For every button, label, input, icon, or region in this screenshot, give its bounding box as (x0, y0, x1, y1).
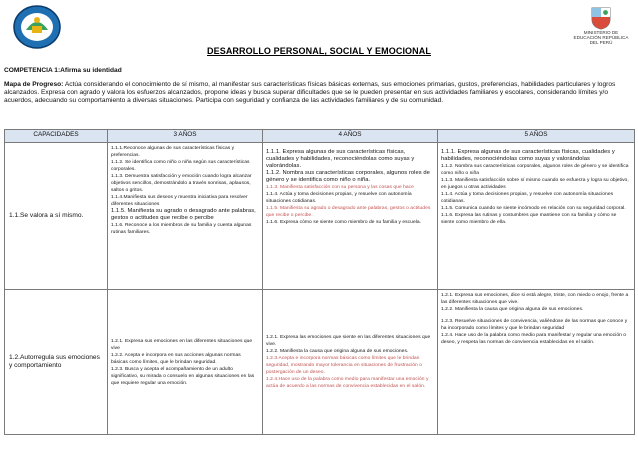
ministry-name: MINISTERIO DE EDUCACIÓN REPÚBLICA DEL PERÚ (573, 30, 629, 45)
list-item: 1.1.4. Actúa y toma decisiones propias, y resuelve con autonomía situaciones cotidianas. (266, 192, 412, 204)
list-item: 1.1.1. Expresa algunas de sus características físicas, cualidades y habilidades, reconociéndolas como suyas y valorándolas (441, 149, 615, 162)
list-item: 1.2.1. Expresa las emociones que siente en las diferentes situaciones que vive. (266, 335, 431, 347)
mapa-label: Mapa de Progreso: (4, 81, 64, 88)
ministry-logo (572, 6, 630, 50)
list-item: 1.2.3. Resuelve situaciones de convivencia, valiéndose de las normas que conoce y ha incorporado como límites y que le brindan seguridad (441, 319, 628, 331)
header-5-anos: 5 AÑOS (438, 130, 635, 143)
list-item: 1.2.3.Acepta e incorpora normas básicas como límites que le brindan seguridad, mostrando mayor tolerancia en situaciones de frustración o postergación de un deseo. (266, 356, 422, 375)
list-item: 1.1.4.Manifiesta sus deseos y muestra iniciativa para resolver diferentes situaciones (111, 195, 248, 207)
list-item: 1.1.2. Nombra sus características corporales, algunos roles de género y se identifica como niño o niña (441, 164, 629, 176)
competencia-heading: COMPETENCIA 1:Afirma su identidad (4, 67, 122, 74)
list-item: 1.1.6. Expresa las rutinas y costumbres que mantiene con su familia y cómo se siente como miembro de ella. (441, 213, 617, 225)
table-row (5, 290, 635, 435)
header-capacidades: CAPACIDADES (5, 130, 108, 143)
list-item: 1.2.2. Acepta e incorpora en sus acciones algunas normas básicas como límites, que le brindan seguridad. (111, 352, 241, 365)
list-item: 1.1.3. Demuestra satisfacción y emoción cuando logra alcanzar objetivos sencillos, demostrándolo a través sonrisas, aplausos, saltos o gritos. (111, 174, 252, 193)
cell-5-anos (438, 290, 635, 435)
list-item: 1.1.5. Manifiesta su agrado o desagrado ante palabras, gestos o actitudes que recibe o percibe. (266, 206, 431, 218)
list-item: 1.1.6. Expresa cómo se siente como miembro de su familia y escuela. (266, 220, 422, 225)
list-item: 1.1.1. Expresa algunas de sus características físicas, cualidades y habilidades, reconociéndolas como suyas y valorándolas. (266, 149, 415, 169)
school-crest-icon (12, 4, 62, 50)
list-item: 1.2.2. Manifiesta la causa que origina alguna de sus emociones. (266, 349, 409, 354)
cell-4-anos (263, 290, 438, 435)
cell-3-anos (108, 143, 263, 290)
list-item: 1.1.6. Reconoce a los miembros de su familia y cuenta algunas rutinas familiares. (111, 223, 252, 235)
list-item: 1.2.1. Expresa sus emociones, dice si está alegre, triste, con miedo o enojo, frente a las diferentes situaciones que vive. (441, 293, 629, 305)
cell-3-anos (108, 290, 263, 435)
mapa-text: Actúa considerando el conocimiento de sí mismo, al manifestar sus características físicas básicas externas, sus emociones primarias, gustos, preferencias, habilidades particulares y logros alcanzados. Expresa con agrado y valora los esfuerzos alcanzados, propone ideas y busca superar dificultades que se le pueden presentar en sus actividades familiares y escolares, considerando límites y/o acuerdos, adecuando su comportamiento a diversas situaciones. Participa con seguridad y confianza de las actividades familiares y de su comunidad. (4, 81, 616, 105)
list-item: 1.1.2. Se identifica como niño o niña según sus características corporales. (111, 160, 250, 172)
list-item: 1.2.4.Hace uso de la palabra como medio para manifestar una emoción y actúa de acuerdo a las normas de convivencia establecidas en el salón. (266, 377, 429, 389)
list-item: 1.1.3. Manifiesta satisfacción sobre sí mismo cuando se esfuerza y logra su objetivo, en juegos u otras actividades (441, 178, 629, 190)
list-item: 1.2.1. Expresa sus emociones en las diferentes situaciones que vive (111, 338, 253, 351)
page-title: DESARROLLO PERSONAL, SOCIAL Y EMOCIONAL (207, 46, 431, 56)
list-item: 1.1.5. Manifiesta su agrado o desagrado ante palabras, gestos o actitudes que recibe o percibe (111, 208, 256, 221)
header-4-anos: 4 AÑOS (263, 130, 438, 143)
list-item: 1.1.3. Manifiesta satisfacción con su persona y las cosas que hace (266, 185, 414, 190)
list-item: 1.2.3. Busca y acepta el acompañamiento de un adulto significativo, su mirada o consuelo en algunas situaciones en las que requiere regular una emoción. (111, 366, 255, 386)
table-row (5, 143, 635, 290)
list-item: 1.1.4. Actúa y toma decisiones propias, y resuelve con autonomía situaciones cotidianas. (441, 192, 614, 204)
school-logo (12, 4, 62, 50)
capacidad-cell: 1.1.Se valora a sí mismo. (5, 143, 108, 290)
capacidades-table (4, 129, 635, 435)
list-item: 1.2.2. Manifiesta la causa que origina alguna de sus emociones. (441, 307, 584, 312)
cell-4-anos (263, 143, 438, 290)
list-item: 1.1.5. Comunica cuando se siente incómodo en relación con su seguridad corporal. (441, 206, 626, 211)
capacidad-cell: 1.2.Autorregula sus emociones y comportamiento (5, 290, 108, 435)
header-3-anos: 3 AÑOS (108, 130, 263, 143)
table-header-row (5, 130, 635, 143)
mapa-de-progreso (4, 81, 632, 106)
list-item: 1.1.2. Nombra sus características corporales, algunos roles de género y se identifica como niño o niña. (266, 170, 430, 183)
list-item: 1.1.1.Reconoce algunas de sus características físicas y preferencias. (111, 146, 235, 158)
cell-5-anos (438, 143, 635, 290)
list-item: 1.2.4. Hace uso de la palabra como medio para manifestar y regular una emoción o deseo, y respeta las normas de convivencia establecidas en el salón. (441, 333, 627, 345)
peru-coat-of-arms-icon (590, 6, 612, 30)
